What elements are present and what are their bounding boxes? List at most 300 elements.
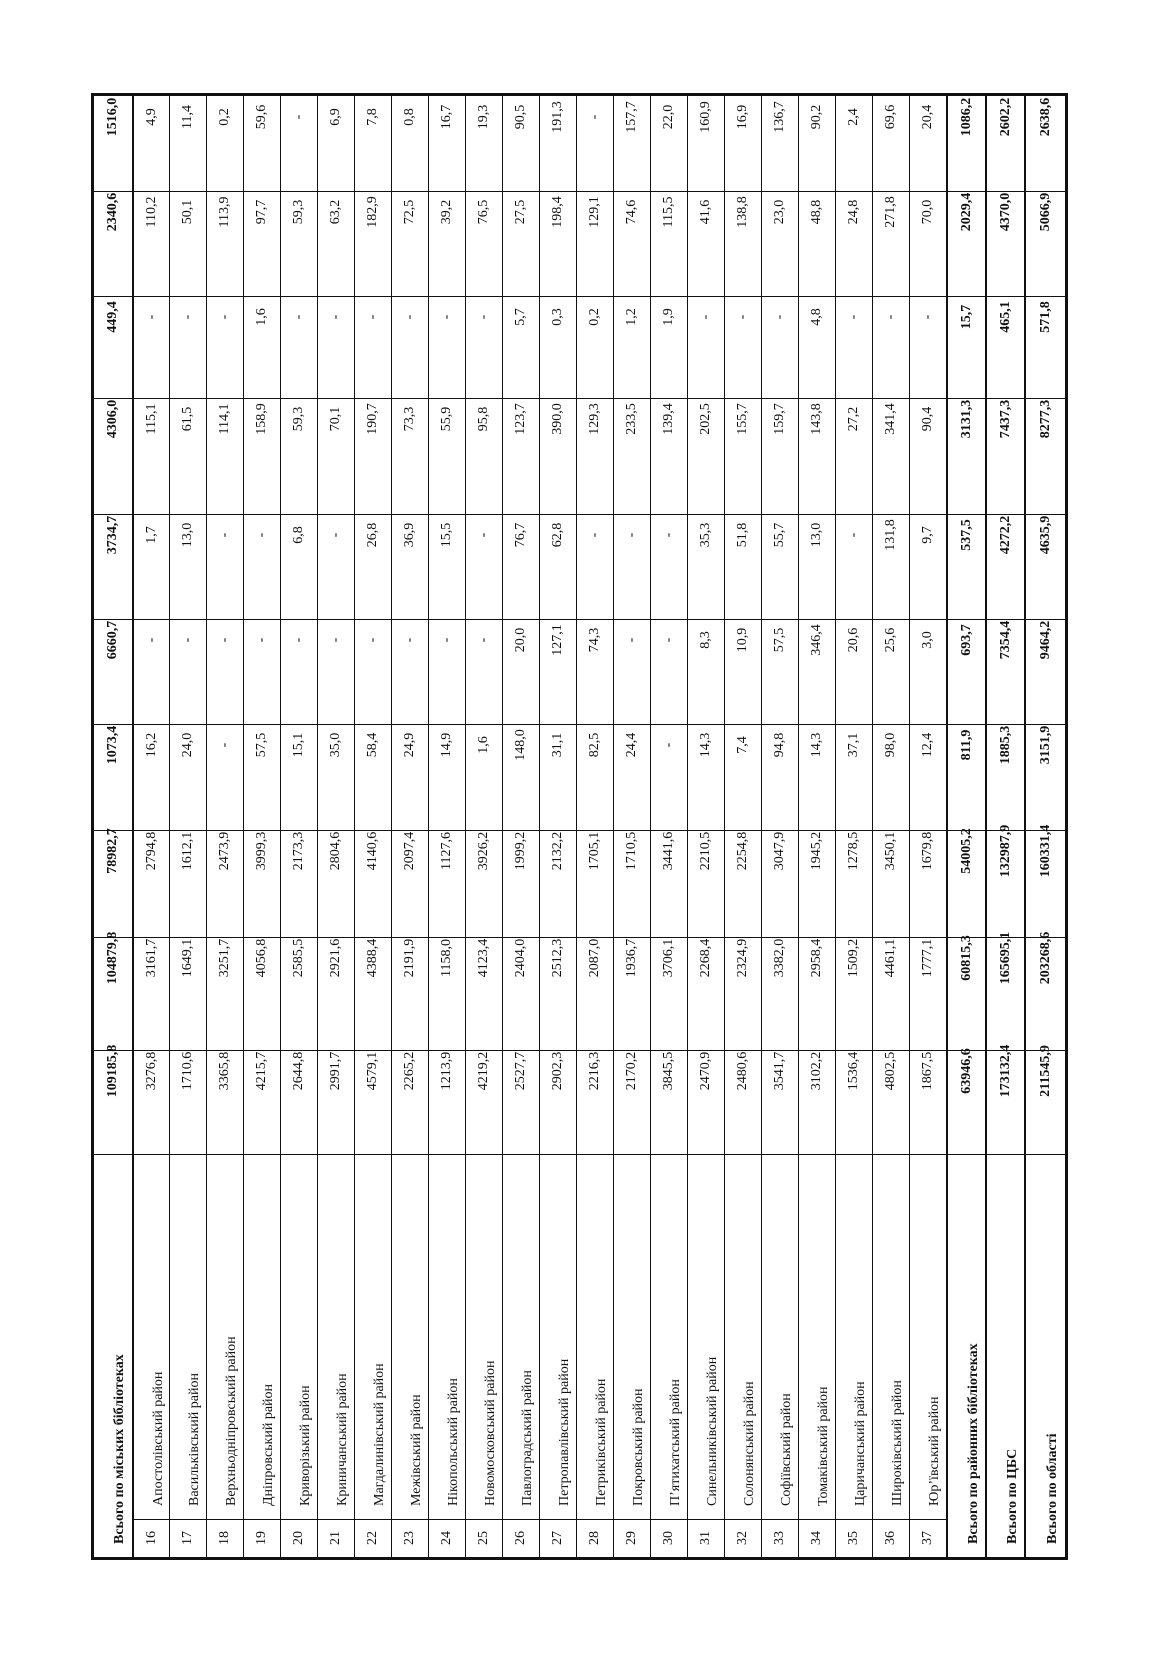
value-text: 3251,7 <box>217 938 232 978</box>
value-text: 8,3 <box>698 631 713 649</box>
value-cell <box>836 1050 872 1154</box>
district-name-cell <box>429 1154 465 1519</box>
row-number: 21 <box>328 1531 343 1545</box>
table-row <box>169 96 206 1557</box>
value-cell <box>836 296 872 398</box>
value-cell <box>94 296 132 398</box>
value-text: - <box>624 532 639 538</box>
value-cell <box>910 296 946 398</box>
value-text: 4461,1 <box>883 938 898 978</box>
value-text: 16,2 <box>143 732 159 758</box>
value-text: 182,9 <box>365 196 380 228</box>
table-row <box>428 96 465 1557</box>
value-text: 12,4 <box>920 732 935 758</box>
district-name: Павлоградський район <box>520 1370 535 1506</box>
row-number-cell <box>836 1519 872 1557</box>
row-number: 36 <box>883 1531 898 1545</box>
row-number-cell <box>651 1519 687 1557</box>
value-cell <box>281 96 317 191</box>
value-cell <box>725 514 761 619</box>
value-text: 1,6 <box>476 736 491 754</box>
value-text: 9464,2 <box>1037 620 1053 660</box>
value-cell <box>170 514 206 619</box>
value-cell <box>207 191 243 296</box>
value-text: 72,5 <box>402 199 417 225</box>
row-number: 24 <box>439 1531 454 1545</box>
row-number: 19 <box>254 1531 269 1545</box>
value-text: 48,8 <box>809 199 824 225</box>
value-cell <box>725 830 761 937</box>
value-text: 4579,1 <box>365 1051 380 1091</box>
value-text: 165695,1 <box>997 931 1013 985</box>
value-cell <box>873 514 909 619</box>
value-cell <box>577 724 613 830</box>
value-cell <box>836 398 872 514</box>
district-name: Апостолівський район <box>150 1371 166 1506</box>
value-cell <box>170 398 206 514</box>
value-text: 3047,9 <box>772 831 787 871</box>
value-text: 55,7 <box>772 522 787 548</box>
value-cell <box>207 96 243 191</box>
value-cell <box>94 398 132 514</box>
table-row <box>502 96 539 1557</box>
value-cell <box>429 398 465 514</box>
value-cell <box>281 1050 317 1154</box>
value-cell <box>910 724 946 830</box>
row-number-cell <box>688 1519 724 1557</box>
total-row <box>1024 96 1065 1557</box>
value-text: 76,7 <box>513 522 528 548</box>
value-cell <box>577 398 613 514</box>
value-cell <box>281 514 317 619</box>
value-cell <box>873 398 909 514</box>
value-cell <box>873 96 909 191</box>
district-name-cell <box>134 1154 169 1519</box>
value-cell <box>987 191 1024 296</box>
value-text: 3365,8 <box>217 1051 232 1091</box>
row-number-cell <box>355 1519 391 1557</box>
value-cell <box>392 724 428 830</box>
value-text: 3999,3 <box>254 831 269 871</box>
table-row <box>798 96 835 1557</box>
value-text: 15,1 <box>291 732 306 758</box>
value-cell <box>94 191 132 296</box>
row-number: 26 <box>513 1531 528 1545</box>
value-cell <box>429 1050 465 1154</box>
value-cell <box>281 937 317 1050</box>
value-text: 61,5 <box>180 406 195 432</box>
value-cell <box>281 296 317 398</box>
value-cell <box>1026 96 1065 191</box>
row-number: 17 <box>180 1531 195 1545</box>
value-text: 82,5 <box>587 732 602 758</box>
value-text: 6660,7 <box>105 620 120 660</box>
value-cell <box>948 191 985 296</box>
value-cell <box>577 830 613 937</box>
value-cell <box>540 1050 576 1154</box>
district-name: Верхньодніпровський район <box>224 1336 239 1506</box>
value-text: 1,7 <box>143 526 159 544</box>
value-text: - <box>439 314 454 320</box>
value-cell <box>540 514 576 619</box>
table-row <box>761 96 798 1557</box>
value-cell <box>725 296 761 398</box>
value-cell <box>207 398 243 514</box>
value-text: - <box>735 314 750 320</box>
district-name-cell <box>503 1154 539 1519</box>
value-cell <box>836 724 872 830</box>
value-text: 4215,7 <box>254 1051 269 1091</box>
value-cell <box>651 514 687 619</box>
row-number: 18 <box>217 1531 232 1545</box>
value-text: 24,9 <box>402 732 417 758</box>
value-text: 57,5 <box>772 627 787 653</box>
value-cell <box>318 514 354 619</box>
value-cell <box>281 830 317 937</box>
value-cell <box>503 724 539 830</box>
row-number-cell <box>910 1519 946 1557</box>
district-name: Томаківський район <box>816 1386 831 1506</box>
value-text: - <box>476 532 491 538</box>
value-cell <box>762 830 798 937</box>
district-name-cell <box>281 1154 317 1519</box>
value-cell <box>244 937 280 1050</box>
value-text: 54005,2 <box>958 828 974 874</box>
value-cell <box>577 1050 613 1154</box>
value-cell <box>948 619 985 724</box>
district-name-cell <box>207 1154 243 1519</box>
district-name: Юр’ївський район <box>927 1396 942 1506</box>
value-cell <box>429 191 465 296</box>
value-cell <box>355 96 391 191</box>
value-text: - <box>402 314 417 320</box>
value-cell <box>244 514 280 619</box>
row-number: 16 <box>143 1531 159 1545</box>
value-cell <box>134 191 169 296</box>
value-cell <box>318 191 354 296</box>
value-cell <box>134 619 169 724</box>
data-table <box>91 93 1068 1560</box>
value-cell <box>170 830 206 937</box>
value-text: 1705,1 <box>587 831 602 871</box>
value-cell <box>987 96 1024 191</box>
value-cell <box>836 937 872 1050</box>
value-cell <box>244 1050 280 1154</box>
value-text: 4219,2 <box>476 1051 491 1091</box>
district-name: Софіївський район <box>779 1393 794 1506</box>
value-cell <box>503 96 539 191</box>
district-name-cell <box>651 1154 687 1519</box>
value-text: 4,9 <box>143 108 159 126</box>
value-text: 3276,8 <box>143 1051 159 1091</box>
value-cell <box>281 191 317 296</box>
value-cell <box>836 830 872 937</box>
value-text: 2602,2 <box>997 97 1013 137</box>
table-row <box>539 96 576 1557</box>
value-text: 24,8 <box>846 199 861 225</box>
value-text: 2473,9 <box>217 831 232 871</box>
header-label-cell <box>94 1154 132 1557</box>
value-cell <box>170 619 206 724</box>
value-text: 2173,3 <box>291 831 306 871</box>
value-cell <box>134 830 169 937</box>
value-cell <box>392 937 428 1050</box>
value-text: 3102,2 <box>809 1051 824 1091</box>
value-cell <box>725 1050 761 1154</box>
value-cell <box>355 937 391 1050</box>
value-cell <box>540 830 576 937</box>
value-cell <box>836 191 872 296</box>
value-text: 1777,1 <box>920 938 935 978</box>
district-name-cell <box>540 1154 576 1519</box>
value-text: 1086,2 <box>958 97 974 137</box>
value-cell <box>614 296 650 398</box>
value-cell <box>762 937 798 1050</box>
value-cell <box>651 619 687 724</box>
value-text: - <box>661 742 676 748</box>
value-cell <box>987 931 1024 1050</box>
value-text: 24,4 <box>624 732 639 758</box>
value-cell <box>466 830 502 937</box>
value-text: 22,0 <box>661 104 676 130</box>
value-cell <box>948 296 985 398</box>
value-cell <box>910 514 946 619</box>
value-cell <box>651 724 687 830</box>
table-row <box>835 96 872 1557</box>
value-cell <box>318 96 354 191</box>
value-cell <box>762 191 798 296</box>
value-text: 2404,0 <box>513 938 528 978</box>
value-text: - <box>291 114 306 120</box>
district-name: Петропавлівський район <box>557 1358 572 1506</box>
value-cell <box>207 830 243 937</box>
value-text: 1158,0 <box>439 939 454 977</box>
value-text: 2254,8 <box>735 831 750 871</box>
value-text: - <box>291 637 306 643</box>
value-text: 811,9 <box>958 729 974 761</box>
value-text: 14,9 <box>439 732 454 758</box>
value-cell <box>392 96 428 191</box>
value-text: - <box>698 314 713 320</box>
value-cell <box>503 296 539 398</box>
row-number-cell <box>207 1519 243 1557</box>
value-cell <box>318 937 354 1050</box>
value-text: 158,9 <box>254 403 269 435</box>
value-cell <box>910 1050 946 1154</box>
value-cell <box>688 830 724 937</box>
value-text: 3,0 <box>920 631 935 649</box>
value-cell <box>651 296 687 398</box>
value-cell <box>948 96 985 191</box>
value-cell <box>1026 931 1065 1050</box>
value-cell <box>987 724 1024 830</box>
value-text: 1516,0 <box>105 97 120 137</box>
value-text: 1,6 <box>254 308 269 326</box>
value-text: 0,8 <box>402 108 417 126</box>
district-name-cell <box>614 1154 650 1519</box>
value-text: 50,1 <box>180 199 195 225</box>
value-cell <box>134 398 169 514</box>
value-cell <box>614 937 650 1050</box>
value-text: 2638,6 <box>1037 97 1053 137</box>
value-text: 60815,3 <box>958 935 974 981</box>
value-cell <box>725 724 761 830</box>
value-text: 15,5 <box>439 522 454 548</box>
value-text: 13,0 <box>180 522 195 548</box>
value-cell <box>577 296 613 398</box>
value-cell <box>836 619 872 724</box>
value-text: 571,8 <box>1037 301 1053 333</box>
value-text: 2265,2 <box>402 1051 417 1091</box>
value-cell <box>318 398 354 514</box>
value-cell <box>799 724 835 830</box>
value-text: 346,4 <box>809 624 824 656</box>
district-name-cell <box>762 1154 798 1519</box>
district-name: Дніпровський район <box>261 1383 276 1506</box>
value-text: 16,9 <box>735 104 750 130</box>
value-cell <box>503 398 539 514</box>
value-text: 3151,9 <box>1037 725 1053 765</box>
value-text: 4056,8 <box>254 938 269 978</box>
value-text: 90,2 <box>809 104 824 130</box>
value-text: 13,0 <box>809 522 824 548</box>
value-cell <box>688 724 724 830</box>
value-text: 6,9 <box>328 108 343 126</box>
value-text: 57,5 <box>254 732 269 758</box>
value-text: - <box>254 637 269 643</box>
value-cell <box>799 191 835 296</box>
value-cell <box>503 514 539 619</box>
row-number-cell <box>503 1519 539 1557</box>
value-text: 0,3 <box>550 308 565 326</box>
value-text: 110,2 <box>143 196 159 228</box>
row-number-cell <box>577 1519 613 1557</box>
value-cell <box>94 830 132 937</box>
value-cell <box>94 1044 132 1154</box>
district-name-cell <box>910 1154 946 1519</box>
value-text: 1999,2 <box>513 831 528 871</box>
table-row <box>613 96 650 1557</box>
value-text: 2029,4 <box>958 192 974 232</box>
value-text: 97,7 <box>254 199 269 225</box>
value-cell <box>987 619 1024 724</box>
value-text: 31,1 <box>550 732 565 758</box>
row-number-cell <box>614 1519 650 1557</box>
value-text: - <box>365 637 380 643</box>
value-cell <box>799 830 835 937</box>
value-text: 3131,3 <box>958 399 974 439</box>
value-cell <box>1026 191 1065 296</box>
value-text: - <box>217 314 232 320</box>
value-text: 1649,1 <box>180 938 195 978</box>
district-name-cell <box>244 1154 280 1519</box>
value-cell <box>948 724 985 830</box>
value-cell <box>577 96 613 191</box>
value-cell <box>170 191 206 296</box>
row-number-cell <box>429 1519 465 1557</box>
value-cell <box>688 398 724 514</box>
value-cell <box>466 191 502 296</box>
value-text: 3845,5 <box>661 1051 676 1091</box>
value-text: 9,7 <box>920 526 935 544</box>
row-number: 22 <box>365 1531 380 1545</box>
value-cell <box>873 619 909 724</box>
value-text: 129,1 <box>587 196 602 228</box>
value-cell <box>762 514 798 619</box>
value-text: 2324,9 <box>735 938 750 978</box>
value-text: 132987,9 <box>997 824 1013 878</box>
value-text: 202,5 <box>698 403 713 435</box>
total-label-cell <box>1026 1154 1065 1557</box>
value-text: 16,7 <box>439 104 454 130</box>
value-text: 2512,3 <box>550 938 565 978</box>
value-text: 148,0 <box>513 729 528 761</box>
value-text: - <box>254 532 269 538</box>
value-text: 1509,2 <box>846 938 861 978</box>
value-cell <box>429 830 465 937</box>
value-text: 35,3 <box>698 522 713 548</box>
value-text: 173132,4 <box>997 1044 1013 1098</box>
district-name-cell <box>577 1154 613 1519</box>
value-cell <box>948 398 985 514</box>
value-text: 1536,4 <box>846 1051 861 1091</box>
value-cell <box>318 830 354 937</box>
district-name: Васильківський район <box>187 1373 202 1506</box>
value-text: 2902,3 <box>550 1051 565 1091</box>
row-number-cell <box>392 1519 428 1557</box>
value-text: 74,6 <box>624 199 639 225</box>
value-text: - <box>143 637 159 643</box>
total-label: Всього по районних бібліотеках <box>965 1343 981 1544</box>
value-text: 693,7 <box>958 624 974 656</box>
value-cell <box>762 96 798 191</box>
value-cell <box>688 96 724 191</box>
value-cell <box>614 398 650 514</box>
value-text: 59,3 <box>291 406 306 432</box>
value-text: 136,7 <box>772 101 787 133</box>
value-cell <box>948 1050 985 1154</box>
value-text: 76,5 <box>476 199 491 225</box>
value-text: 59,3 <box>291 199 306 225</box>
value-cell <box>1026 1045 1065 1154</box>
value-text: 63,2 <box>328 199 343 225</box>
value-cell <box>355 1050 391 1154</box>
value-text: 2087,0 <box>587 938 602 978</box>
value-text: 138,8 <box>735 196 750 228</box>
row-number: 30 <box>661 1531 676 1545</box>
value-cell <box>503 1050 539 1154</box>
row-number: 28 <box>587 1531 602 1545</box>
value-cell <box>318 619 354 724</box>
value-text: 104879,8 <box>105 931 120 985</box>
value-text: 70,0 <box>920 199 935 225</box>
value-text: 7,4 <box>735 736 750 754</box>
value-cell <box>503 619 539 724</box>
value-text: 537,5 <box>958 519 974 551</box>
value-cell <box>873 830 909 937</box>
value-text: - <box>476 314 491 320</box>
value-cell <box>688 296 724 398</box>
value-cell <box>392 191 428 296</box>
value-text: 211545,9 <box>1037 1045 1053 1097</box>
row-number-cell <box>170 1519 206 1557</box>
value-cell <box>762 398 798 514</box>
value-text: 2958,4 <box>809 938 824 978</box>
value-cell <box>540 619 576 724</box>
value-text: 51,8 <box>735 522 750 548</box>
value-cell <box>577 619 613 724</box>
table-row <box>650 96 687 1557</box>
